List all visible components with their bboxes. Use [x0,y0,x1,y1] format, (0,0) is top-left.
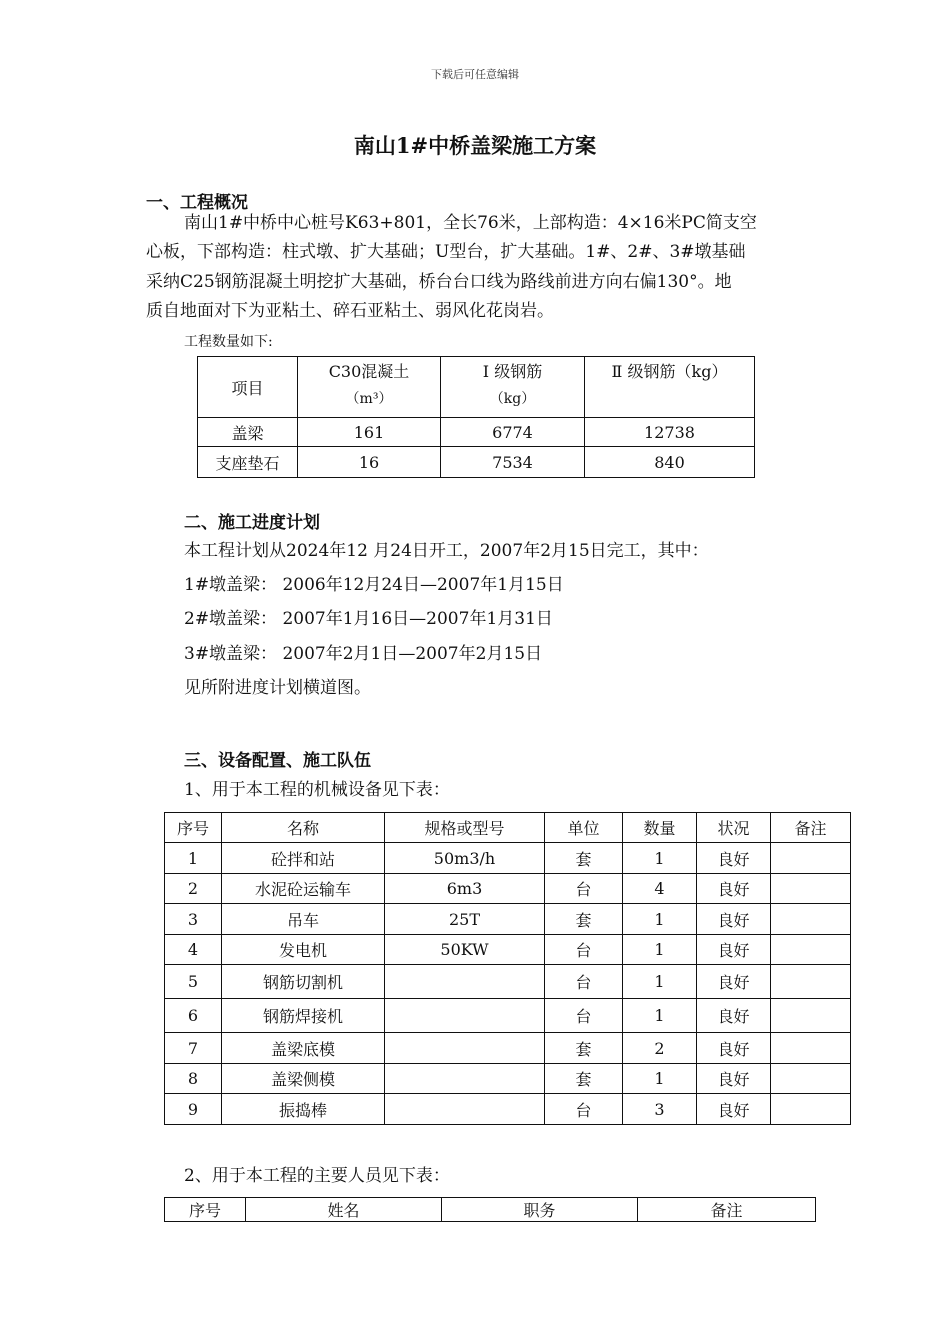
header-cell: 状况 [697,813,771,843]
table-cell: 套 [545,843,623,874]
table-cell: 台 [545,935,623,965]
table-cell: 50KW [385,935,545,965]
table-cell [385,965,545,999]
table-cell: 8 [165,1064,222,1094]
header-unit: （m³） [345,391,393,407]
quantity-label: 工程数量如下: [184,334,273,350]
table-cell: 12738 [585,418,755,447]
table-cell [771,999,851,1033]
table-cell [771,935,851,965]
table-cell: 25T [385,904,545,935]
table-cell: 1 [623,935,697,965]
equipment-intro: 1、用于本工程的机械设备见下表： [184,780,450,800]
table-cell: 盖梁底模 [222,1033,385,1064]
schedule-line-2: 1#墩盖梁： 2006年12月24日—2007年1月15日 [184,575,564,595]
table-cell: 良好 [697,874,771,904]
header-cell: 序号 [165,813,222,843]
table-cell: 6 [165,999,222,1033]
table-cell: 7534 [441,447,585,478]
table-cell: 水泥砼运输车 [222,874,385,904]
equipment-table [164,812,851,1125]
document-title: 南山1#中桥盖梁施工方案 [353,133,597,158]
table-cell: 台 [545,1094,623,1125]
table-cell: 套 [545,904,623,935]
header-cell: 序号 [165,1198,246,1222]
header-unit: （kg） [489,391,536,407]
schedule-line-1: 本工程计划从2024年12 月24日开工，2007年2月15日完工，其中： [184,541,709,561]
header-cell: 项目 [198,357,298,418]
table-row [165,1064,851,1094]
table-cell: 2 [623,1033,697,1064]
header-cell: 名称 [222,813,385,843]
header-cell: 职务 [442,1198,638,1222]
table-cell: 发电机 [222,935,385,965]
table-cell: 9 [165,1094,222,1125]
table-cell: 良好 [697,965,771,999]
table-cell [385,1064,545,1094]
quantity-table-header [198,357,755,418]
table-cell: 砼拌和站 [222,843,385,874]
section1-line-1: 南山1#中桥中心桩号K63+801，全长76米，上部构造：4×16米PC简支空 [184,213,757,233]
table-row [198,418,755,447]
header-cell [585,357,755,418]
header-cell [298,357,441,418]
header-cell: 单位 [545,813,623,843]
table-row [165,904,851,935]
table-cell: 1 [623,1064,697,1094]
table-cell: 161 [298,418,441,447]
table-cell: 良好 [697,1033,771,1064]
staff-table [164,1197,816,1222]
table-cell [771,1094,851,1125]
table-row [165,965,851,999]
staff-table-header [165,1198,816,1222]
table-cell [385,1033,545,1064]
table-cell [771,1064,851,1094]
header-line: Ⅰ 级钢筋 [482,362,543,381]
table-cell: 良好 [697,1094,771,1125]
table-cell [771,1033,851,1064]
table-cell: 5 [165,965,222,999]
table-row [165,999,851,1033]
table-cell: 台 [545,874,623,904]
table-cell: 振捣棒 [222,1094,385,1125]
header-cell [441,357,585,418]
table-row [165,935,851,965]
table-cell: 套 [545,1033,623,1064]
header-cell: 备注 [638,1198,816,1222]
table-cell: 4 [623,874,697,904]
table-cell: 2 [165,874,222,904]
table-cell: 3 [165,904,222,935]
header-cell: 数量 [623,813,697,843]
table-cell: 台 [545,965,623,999]
section1-line-4: 质自地面对下为亚粘土、碎石亚粘土、弱风化花岗岩。 [146,301,554,321]
header-cell: 姓名 [246,1198,442,1222]
table-cell [385,1094,545,1125]
section3-heading: 三、设备配置、施工队伍 [184,751,371,771]
table-cell: 16 [298,447,441,478]
table-cell: 良好 [697,904,771,935]
header-cell: 规格或型号 [385,813,545,843]
section1-line-2: 心板，下部构造：柱式墩、扩大基础；U型台，扩大基础。1#、2#、3#墩基础 [146,242,746,262]
table-cell: 1 [623,965,697,999]
section1-line-3: 采纳C25钢筋混凝土明挖扩大基础，桥台台口线为路线前进方向右偏130°。地 [146,272,732,292]
quantity-table [197,356,755,478]
table-cell [385,999,545,1033]
schedule-line-3: 2#墩盖梁： 2007年1月16日—2007年1月31日 [184,609,553,629]
table-cell: 3 [623,1094,697,1125]
table-row [165,874,851,904]
table-row [165,1094,851,1125]
header-line: C30混凝土 [328,362,410,381]
table-cell: 7 [165,1033,222,1064]
table-cell: 1 [623,843,697,874]
table-cell: 4 [165,935,222,965]
table-cell: 良好 [697,1064,771,1094]
page-header-note: 下载后可任意编辑 [431,68,519,81]
table-cell: 6m3 [385,874,545,904]
equipment-table-header [165,813,851,843]
table-cell: 良好 [697,999,771,1033]
table-row [165,1033,851,1064]
table-cell: 盖梁 [198,418,298,447]
table-cell: 良好 [697,935,771,965]
table-cell: 钢筋切割机 [222,965,385,999]
staff-intro: 2、用于本工程的主要人员见下表： [184,1166,450,1186]
schedule-line-4: 3#墩盖梁： 2007年2月1日—2007年2月15日 [184,644,543,664]
header-line: Ⅱ 级钢筋（kg） [611,362,728,381]
table-cell: 盖梁侧模 [222,1064,385,1094]
table-cell [771,965,851,999]
section2-heading: 二、施工进度计划 [184,513,320,533]
table-cell: 1 [165,843,222,874]
table-cell: 良好 [697,843,771,874]
table-cell: 6774 [441,418,585,447]
header-cell: 备注 [771,813,851,843]
table-cell: 钢筋焊接机 [222,999,385,1033]
table-cell [771,904,851,935]
table-cell [771,843,851,874]
table-cell: 1 [623,904,697,935]
section1-heading: 一、工程概况 [146,193,248,213]
table-cell: 套 [545,1064,623,1094]
table-cell: 1 [623,999,697,1033]
table-cell: 台 [545,999,623,1033]
table-row [198,447,755,478]
table-cell: 吊车 [222,904,385,935]
table-cell: 支座垫石 [198,447,298,478]
schedule-line-5: 见所附进度计划横道图。 [184,678,371,698]
table-cell [771,874,851,904]
table-row [165,843,851,874]
table-cell: 840 [585,447,755,478]
table-cell: 50m3/h [385,843,545,874]
